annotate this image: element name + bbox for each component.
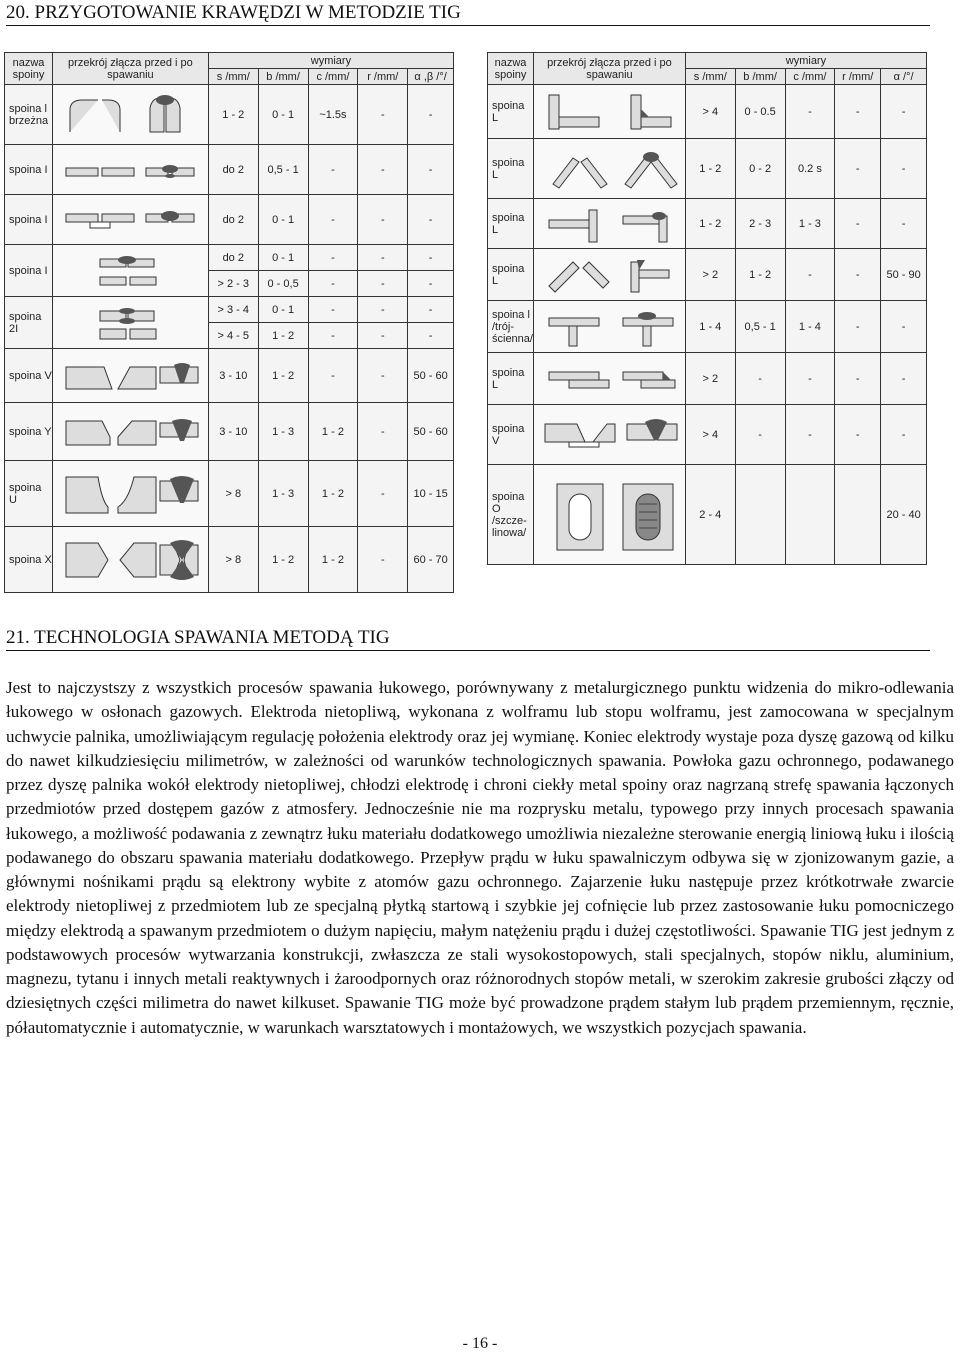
value-alpha: 50 - 90 <box>881 249 927 301</box>
value-s: 2 - 4 <box>685 465 735 565</box>
value-b: - <box>735 353 785 405</box>
table-row <box>5 349 454 403</box>
table-row <box>488 85 927 139</box>
header-r: r /mm/ <box>358 69 408 85</box>
value-r: - <box>835 199 881 249</box>
value-c: 0.2 s <box>785 139 835 199</box>
body-paragraph: Jest to najczystszy z wszystkich procesów spawania łukowego, porównywany z metalurgicznego punktu widzenia do mikro-odlewania łukowego w osłonach gazowych. Elektroda nietopliwą, wykonana z wolframu lub stopu wolframu, jest zamocowana w specjalnym uchwycie palnika, umożliwiającym regulację położenia elektrody oraz jej wymianę. Koniec elektrody wystaje poza dyszę gazową od kilku do nawet kilkudziesięciu milimetrów, w zależności od warunków technologicznych spawania. Powłoka gazu ochronnego, podawanego przez dyszę palnika wokół elektrody nietopliwej, chłodzi elektrodę i chroni ciekły metal spoiny oraz nagrzaną strefę spawania łączonych przedmiotów przed dostępem gazów z atmosfery. Jednocześnie nie ma rozprysku metalu, typowego przy innych procesach spawania łukowego, a możliwość podawania z zewnątrz łuku materiału dodatkowego umożliwia niezależne sterowanie energią liniową łuku i ilością podawanego do obszaru spawania materiału dodatkowego. Przepływ prądu w łuku spawalniczym odbywa się w zjonizowanym gazie, a głównymi nośnikami prądu są elektrony wybite z atomów gazu ochronnego. Zajarzenie łuku następuje przez krótkotrwałe zwarcie elektrody nietopliwej z przedmiotem lub ze specjalną płytką startową i szybkie jej cofnięcie lub przez zastosowanie łuku pomocniczego między elektrodą a spawanym przedmiotem o dużym napięciu, małym natężeniu prądu i dużej częstotliwości. Spawanie TIG jest jednym z podstawowych procesów wytwarzania konstrukcji, zwłaszcza ze stali wysokostopowych, stali specjalnych, stopów niklu, aluminium, magnezu, tytanu i innych metali reaktywnych i żaroodpornych oraz różnorodnych stopów metali, w szerokim zakresie grubości złączy od dziesiętnych części milimetra do nawet kilkuset. Spawanie TIG może być prowadzone prądem stałym lub prądem przemiennym, ręcznie, półautomatycznie i automatycznie, w warunkach warsztatowych i montażowych, we wszystkich pozycjach spawania. <box>6 678 954 1037</box>
value-s: > 4 - 5 <box>208 323 258 349</box>
value-c: 1 - 3 <box>785 199 835 249</box>
weld-name: spoina V <box>488 405 534 465</box>
value-alpha: - <box>881 301 927 353</box>
header-dimensions: wymiary <box>685 53 926 69</box>
value-alpha: - <box>881 85 927 139</box>
table-row <box>488 301 927 353</box>
weld-name: spoina l /trój- ścienna/ <box>488 301 534 353</box>
y-groove-diagram <box>52 403 208 461</box>
header-name: nazwa spoiny <box>488 53 534 85</box>
value-c: ~1.5s <box>308 85 358 145</box>
weld-name: spoina L <box>488 199 534 249</box>
header-b: b /mm/ <box>735 69 785 85</box>
value-s: 1 - 2 <box>208 85 258 145</box>
header-cross-section: przekrój złącza przed i po spawaniu <box>533 53 685 85</box>
x-groove-diagram <box>52 527 208 593</box>
value-c: - <box>308 195 358 245</box>
value-b: - <box>735 405 785 465</box>
value-b: 1 - 3 <box>258 461 308 527</box>
butt-joint-backing-diagram <box>52 195 208 245</box>
value-c <box>785 465 835 565</box>
table-row <box>5 85 454 145</box>
value-r: - <box>835 301 881 353</box>
corner-joint-diagram <box>533 85 685 139</box>
value-r: - <box>358 527 408 593</box>
value-alpha: 20 - 40 <box>881 465 927 565</box>
page-number: - 16 - <box>462 1335 498 1352</box>
u-groove-diagram <box>52 461 208 527</box>
three-plate-joint-diagram <box>533 301 685 353</box>
value-alpha: - <box>881 199 927 249</box>
value-s: > 3 - 4 <box>208 297 258 323</box>
value-r: - <box>358 271 408 297</box>
value-b: 0 - 1 <box>258 195 308 245</box>
value-c: 1 - 2 <box>308 403 358 461</box>
header-alpha: α /°/ <box>881 69 927 85</box>
value-s: > 8 <box>208 527 258 593</box>
value-b: 1 - 2 <box>258 323 308 349</box>
value-s: 1 - 2 <box>685 139 735 199</box>
slot-weld-diagram <box>533 465 685 565</box>
section-20-heading: 20. PRZYGOTOWANIE KRAWĘDZI W METODZIE TIG <box>6 2 930 26</box>
value-b: 1 - 2 <box>258 349 308 403</box>
table-row <box>5 461 454 527</box>
value-alpha: - <box>408 271 454 297</box>
value-c: 1 - 2 <box>308 461 358 527</box>
table-row <box>488 249 927 301</box>
value-r: - <box>358 403 408 461</box>
value-b: 2 - 3 <box>735 199 785 249</box>
value-b: 1 - 2 <box>735 249 785 301</box>
value-b: 0 - 0,5 <box>258 271 308 297</box>
value-r: - <box>358 323 408 349</box>
value-b: 0 - 2 <box>735 139 785 199</box>
table-row <box>5 527 454 593</box>
edge-joint-diagram <box>52 85 208 145</box>
header-s: s /mm/ <box>685 69 735 85</box>
table-row <box>488 465 927 565</box>
value-s: > 8 <box>208 461 258 527</box>
value-s: > 4 <box>685 85 735 139</box>
value-alpha: 50 - 60 <box>408 403 454 461</box>
value-b: 0 - 1 <box>258 245 308 271</box>
value-c: 1 - 2 <box>308 527 358 593</box>
value-s: > 2 <box>685 249 735 301</box>
weld-name: spoina I <box>5 145 53 195</box>
value-c: - <box>308 349 358 403</box>
value-s: 1 - 4 <box>685 301 735 353</box>
value-r: - <box>835 85 881 139</box>
table-row <box>5 195 454 245</box>
value-b: 0,5 - 1 <box>258 145 308 195</box>
weld-name: spoina L <box>488 353 534 405</box>
value-alpha: - <box>881 353 927 405</box>
value-r <box>835 465 881 565</box>
value-alpha: - <box>408 323 454 349</box>
value-alpha: - <box>408 85 454 145</box>
header-c: c /mm/ <box>308 69 358 85</box>
flanged-corner-diagram <box>533 199 685 249</box>
table-row <box>5 245 454 271</box>
section-21-heading: 21. TECHNOLOGIA SPAWANIA METODĄ TIG <box>6 627 930 651</box>
value-b: 0 - 1 <box>258 297 308 323</box>
weld-name: spoina O /szcze- linowa/ <box>488 465 534 565</box>
value-r: - <box>835 353 881 405</box>
table-row <box>488 353 927 405</box>
butt-joint-diagram <box>52 145 208 195</box>
weld-name: spoina l brzeżna <box>5 85 53 145</box>
value-s: do 2 <box>208 245 258 271</box>
value-c: - <box>785 405 835 465</box>
value-alpha: - <box>408 245 454 271</box>
v-groove-diagram <box>52 349 208 403</box>
value-s: do 2 <box>208 195 258 245</box>
header-cross-section: przekrój złącza przed i po spawaniu <box>52 53 208 85</box>
weld-name: spoina I <box>5 195 53 245</box>
value-c: - <box>308 145 358 195</box>
v-groove-backing-diagram <box>533 405 685 465</box>
value-b: 0 - 1 <box>258 85 308 145</box>
weld-name: spoina L <box>488 249 534 301</box>
value-alpha: - <box>408 195 454 245</box>
lap-joint-diagram <box>533 353 685 405</box>
weld-name: spoina U <box>5 461 53 527</box>
header-dimensions: wymiary <box>208 53 453 69</box>
header-r: r /mm/ <box>835 69 881 85</box>
weld-name: spoina X <box>5 527 53 593</box>
double-square-butt-diagram <box>52 297 208 349</box>
weld-name: spoina L <box>488 139 534 199</box>
value-s: 3 - 10 <box>208 349 258 403</box>
weld-prep-table-left <box>4 52 454 593</box>
value-alpha: 60 - 70 <box>408 527 454 593</box>
value-s: 1 - 2 <box>685 199 735 249</box>
weld-name: spoina I <box>5 245 53 297</box>
header-c: c /mm/ <box>785 69 835 85</box>
header-b: b /mm/ <box>258 69 308 85</box>
value-c: - <box>785 353 835 405</box>
value-r: - <box>835 139 881 199</box>
header-s: s /mm/ <box>208 69 258 85</box>
bevel-corner-diagram <box>533 249 685 301</box>
table-row <box>488 199 927 249</box>
value-alpha: - <box>408 297 454 323</box>
weld-name: spoina 2I <box>5 297 53 349</box>
value-b <box>735 465 785 565</box>
square-butt-diagram <box>52 245 208 297</box>
value-b: 0 - 0.5 <box>735 85 785 139</box>
value-r: - <box>358 461 408 527</box>
value-b: 0,5 - 1 <box>735 301 785 353</box>
value-c: - <box>308 271 358 297</box>
value-s: 3 - 10 <box>208 403 258 461</box>
weld-name: spoina L <box>488 85 534 139</box>
value-c: - <box>308 323 358 349</box>
value-r: - <box>358 85 408 145</box>
value-c: - <box>308 297 358 323</box>
value-alpha: - <box>881 139 927 199</box>
value-r: - <box>358 195 408 245</box>
value-r: - <box>358 145 408 195</box>
value-s: > 2 - 3 <box>208 271 258 297</box>
value-alpha: - <box>881 405 927 465</box>
value-b: 1 - 3 <box>258 403 308 461</box>
value-c: - <box>785 249 835 301</box>
weld-prep-table-right <box>487 52 927 565</box>
value-alpha: - <box>408 145 454 195</box>
table-row <box>488 139 927 199</box>
value-s: > 4 <box>685 405 735 465</box>
value-alpha: 50 - 60 <box>408 349 454 403</box>
value-r: - <box>358 245 408 271</box>
value-b: 1 - 2 <box>258 527 308 593</box>
table-row <box>488 405 927 465</box>
value-s: do 2 <box>208 145 258 195</box>
value-c: - <box>308 245 358 271</box>
value-r: - <box>835 249 881 301</box>
value-r: - <box>358 297 408 323</box>
value-r: - <box>358 349 408 403</box>
value-s: > 2 <box>685 353 735 405</box>
value-c: 1 - 4 <box>785 301 835 353</box>
table-row <box>5 403 454 461</box>
weld-name: spoina Y <box>5 403 53 461</box>
header-alpha: α ,β /°/ <box>408 69 454 85</box>
value-alpha: 10 - 15 <box>408 461 454 527</box>
outside-corner-diagram <box>533 139 685 199</box>
table-row <box>5 297 454 323</box>
value-c: - <box>785 85 835 139</box>
value-r: - <box>835 405 881 465</box>
table-row <box>5 145 454 195</box>
header-name: nazwa spoiny <box>5 53 53 85</box>
weld-name: spoina V <box>5 349 53 403</box>
